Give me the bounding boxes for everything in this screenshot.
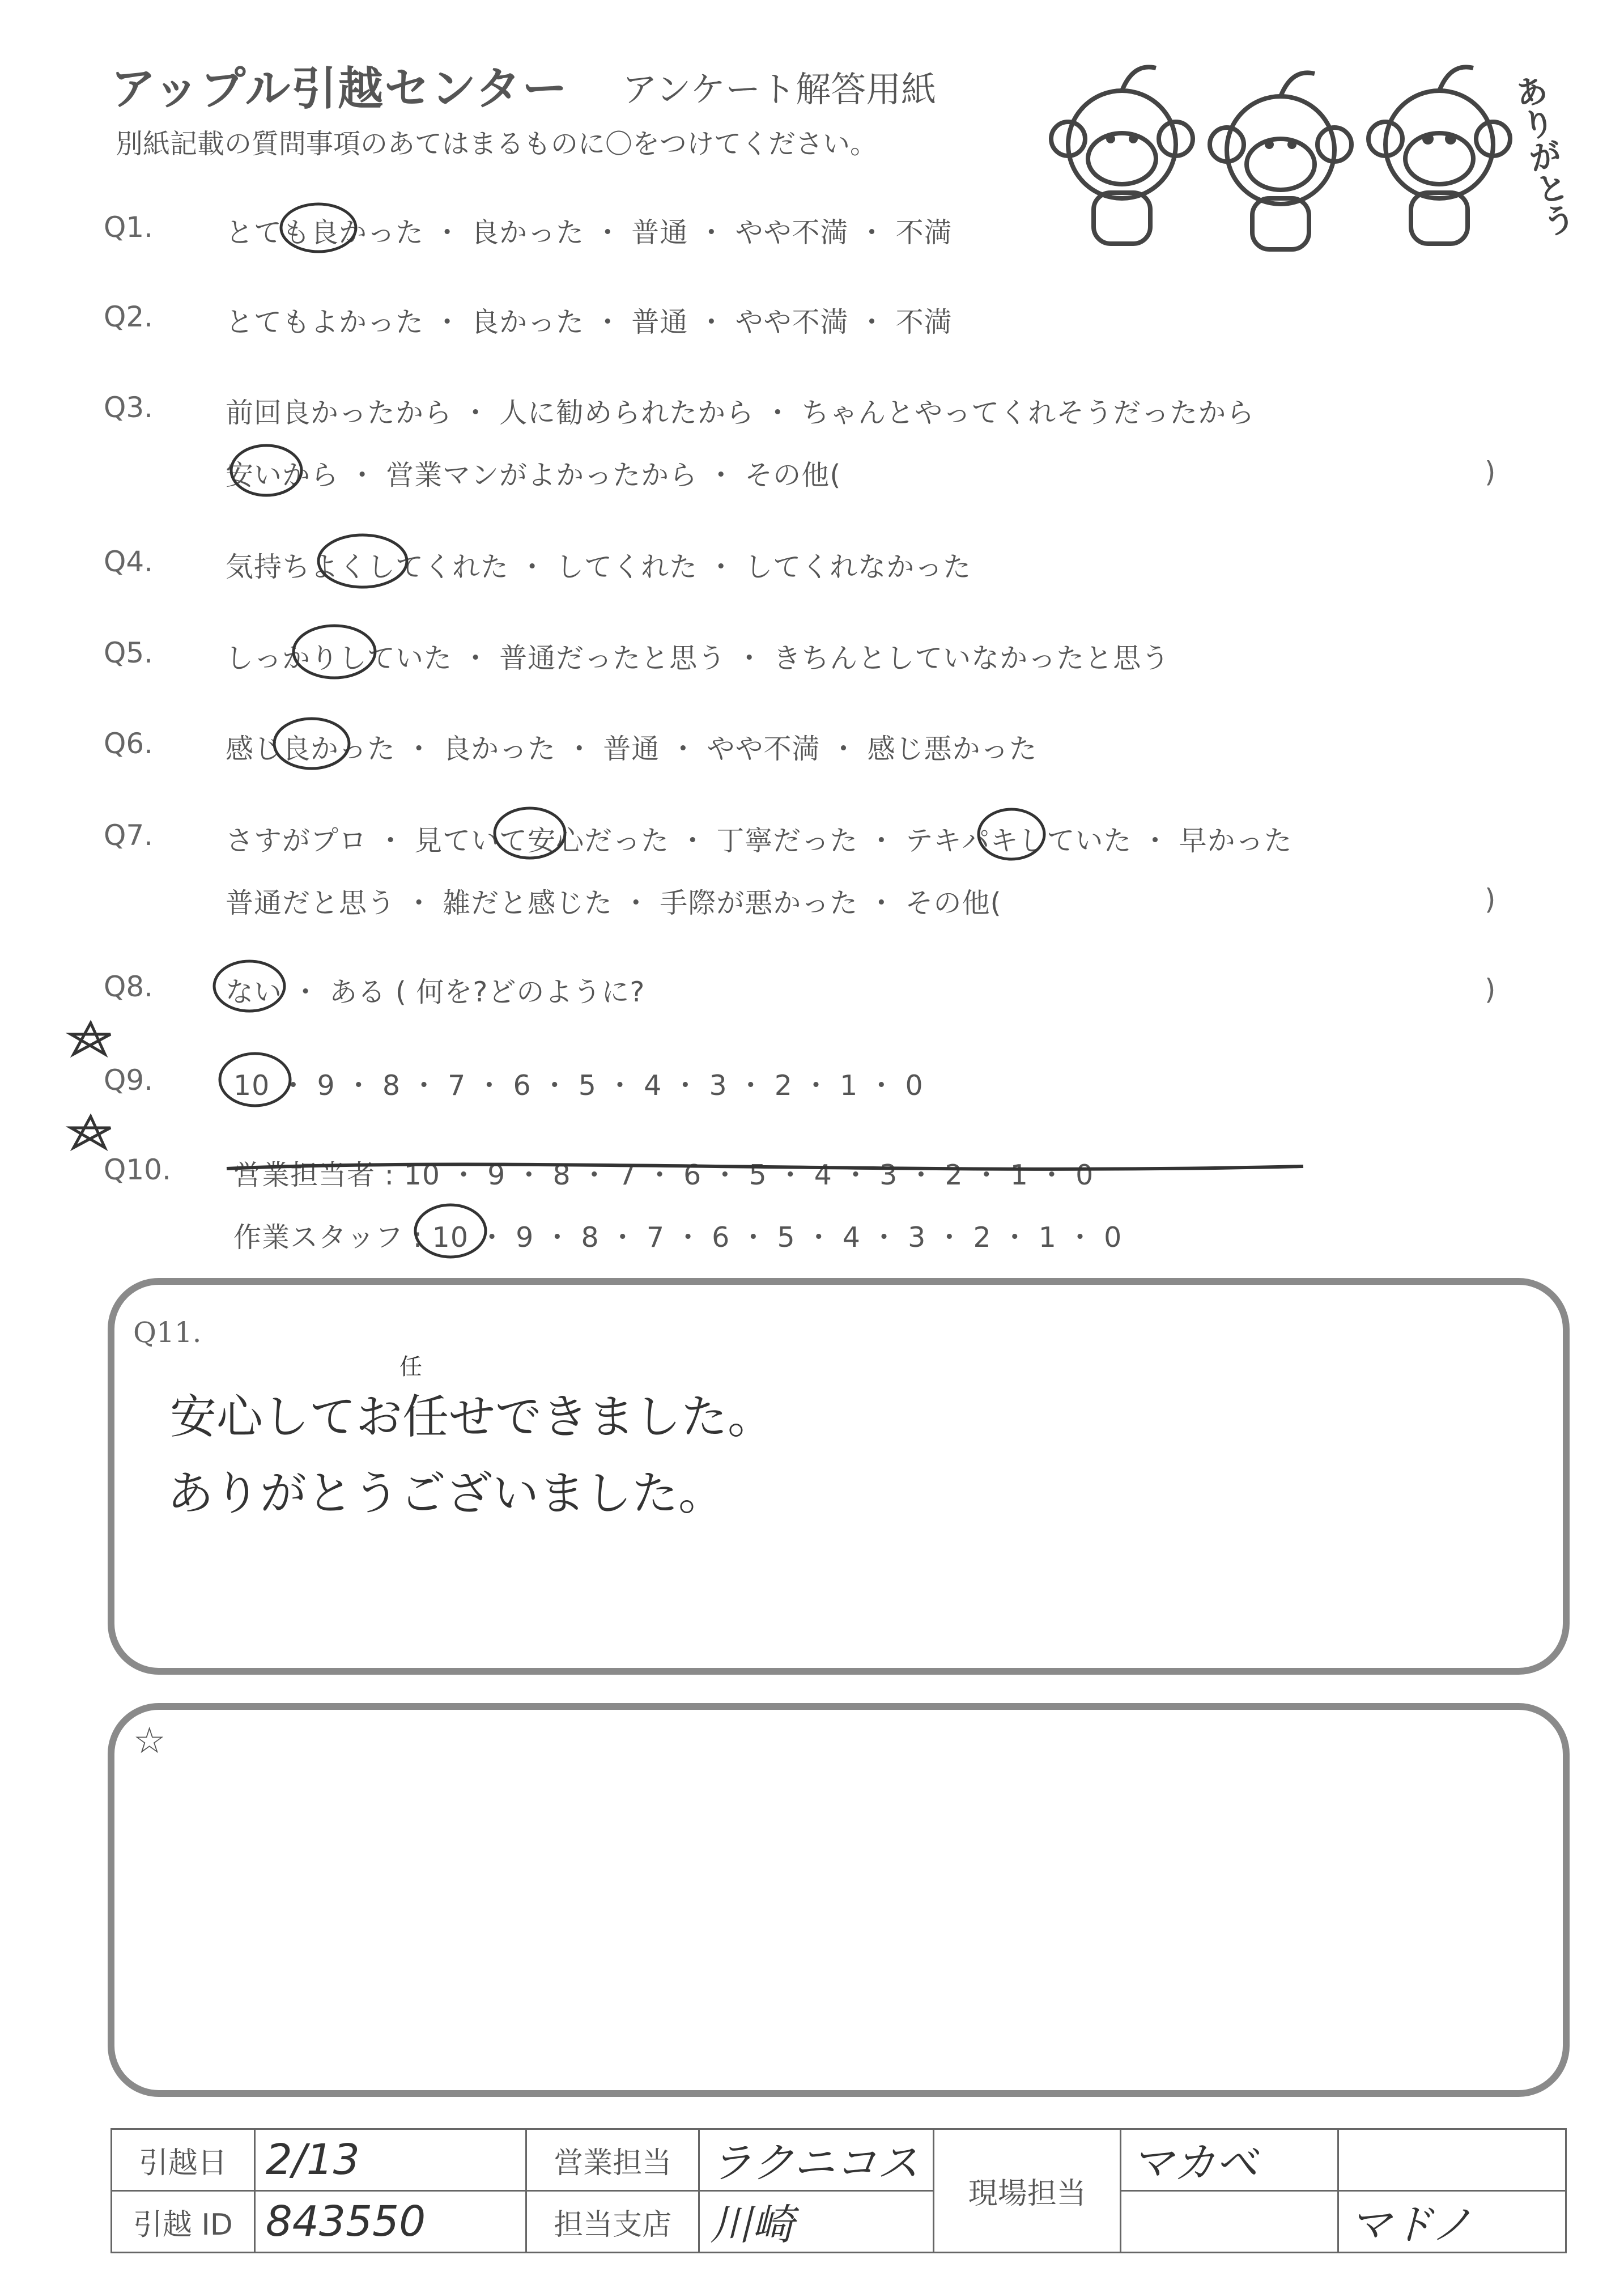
q11-comment-line1: 安心してお任せできました。 <box>170 1390 775 1444</box>
q3-label: Q3. <box>104 391 154 424</box>
q10-sales-strikethrough <box>227 1164 1303 1169</box>
q2-options[interactable]: とてもよかった ・ 良かった ・ 普通 ・ やや不満 ・ 不満 <box>226 306 953 338</box>
q10-staff-options[interactable]: 作業スタッフ : 10 ・ 9 ・ 8 ・ 7 ・ 6 ・ 5 ・ 4 ・ 3 ・ 2 ・ 1 ・ 0 <box>233 1221 1123 1254</box>
q8-answer-circle <box>214 961 284 1011</box>
q7-label: Q7. <box>104 819 154 852</box>
site-staff-empty-cell <box>1338 2129 1566 2191</box>
q9-label: Q9. <box>104 1064 154 1097</box>
site-staff-value-1: マカベ <box>1120 2129 1338 2191</box>
move-info-table <box>110 2128 1567 2253</box>
q10-label: Q10. <box>104 1153 171 1186</box>
q4-answer-circle <box>318 535 407 587</box>
q11-label: Q11. <box>133 1316 202 1349</box>
q10-staff-answer-circle <box>415 1205 486 1257</box>
thanks-text: ありがとう <box>1506 71 1579 240</box>
q1-label: Q1. <box>104 211 154 244</box>
q7-answer-circle-2 <box>979 809 1044 859</box>
q10-star-mark <box>71 1116 110 1148</box>
move-date-label: 引越日 <box>112 2129 255 2191</box>
form-title: アンケート解答用紙 <box>622 69 937 110</box>
site-staff-label: 現場担当 <box>934 2129 1121 2253</box>
q9-answer-circle <box>220 1054 290 1106</box>
q8-label: Q8. <box>104 970 154 1003</box>
q6-answer-circle <box>274 719 349 768</box>
q9-options[interactable]: 10 ・ 9 ・ 8 ・ 7 ・ 6 ・ 5 ・ 4 ・ 3 ・ 2 ・ 1 ・ 0 <box>233 1069 924 1102</box>
q7-close-paren: ) <box>1485 883 1496 916</box>
move-date-value: 2/13 <box>254 2129 526 2191</box>
q3-close-paren: ) <box>1485 456 1496 489</box>
q11-comment-line2: ありがとうございました。 <box>167 1467 725 1521</box>
q6-label: Q6. <box>104 727 154 760</box>
q8-options[interactable]: ない ・ ある ( 何を?どのように? <box>226 976 645 1008</box>
q1-answer-circle <box>281 204 356 252</box>
q10-sales-options[interactable]: 営業担当者 : 10 ・ 9 ・ 8 ・ 7 ・ 6 ・ 5 ・ 4 ・ 3 ・ 2 ・ 1 ・ 0 <box>233 1159 1094 1191</box>
star-comment-box <box>108 1703 1570 2097</box>
q3-options-line1[interactable]: 前回良かったから ・ 人に勧められたから ・ ちゃんとやってくれそうだったから <box>226 397 1255 429</box>
sales-rep-label: 営業担当 <box>526 2129 699 2191</box>
q5-options[interactable]: しっかりしていた ・ 普通だったと思う ・ きちんとしていなかったと思う <box>226 642 1170 674</box>
branch-label: 担当支店 <box>526 2191 699 2253</box>
branch-value: 川崎 <box>699 2191 934 2253</box>
site-staff-value-2: マドノ <box>1338 2191 1566 2253</box>
move-id-label: 引越 ID <box>112 2191 255 2253</box>
move-id-value: 843550 <box>254 2191 526 2253</box>
q9-star-mark <box>71 1023 110 1054</box>
q8-close-paren: ) <box>1485 973 1496 1006</box>
company-name: アップル引越センター <box>110 62 568 115</box>
sales-rep-value: ラクニコス <box>699 2129 934 2191</box>
q2-label: Q2. <box>104 300 154 333</box>
q11-comment-correction: 任 <box>399 1354 422 1380</box>
q4-options[interactable]: 気持ちよくしてくれた ・ してくれた ・ してくれなかった <box>226 551 972 583</box>
q5-label: Q5. <box>104 636 154 669</box>
q3-answer-circle <box>231 445 301 495</box>
q7-options-line2[interactable]: 普通だと思う ・ 雑だと感じた ・ 手際が悪かった ・ その他( <box>226 887 1002 919</box>
q7-answer-circle-1 <box>495 808 565 858</box>
instruction-text: 別紙記載の質問事項のあてはまるものに〇をつけてください。 <box>116 128 878 160</box>
q6-options[interactable]: 感じ良かった ・ 良かった ・ 普通 ・ やや不満 ・ 感じ悪かった <box>226 733 1038 765</box>
q4-label: Q4. <box>104 545 154 578</box>
star-box-label: ☆ <box>133 1720 166 1762</box>
q1-options[interactable]: とても良かった ・ 良かった ・ 普通 ・ やや不満 ・ 不満 <box>226 216 953 249</box>
q7-options-line1[interactable]: さすがプロ ・ 見ていて安心だった ・ 丁寧だった ・ テキパキしていた ・ 早かった <box>226 825 1293 857</box>
q5-answer-circle <box>294 626 375 678</box>
q3-options-line2[interactable]: 安いから ・ 営業マンがよかったから ・ その他( <box>226 459 841 491</box>
site-staff-empty-cell-2 <box>1120 2191 1338 2253</box>
